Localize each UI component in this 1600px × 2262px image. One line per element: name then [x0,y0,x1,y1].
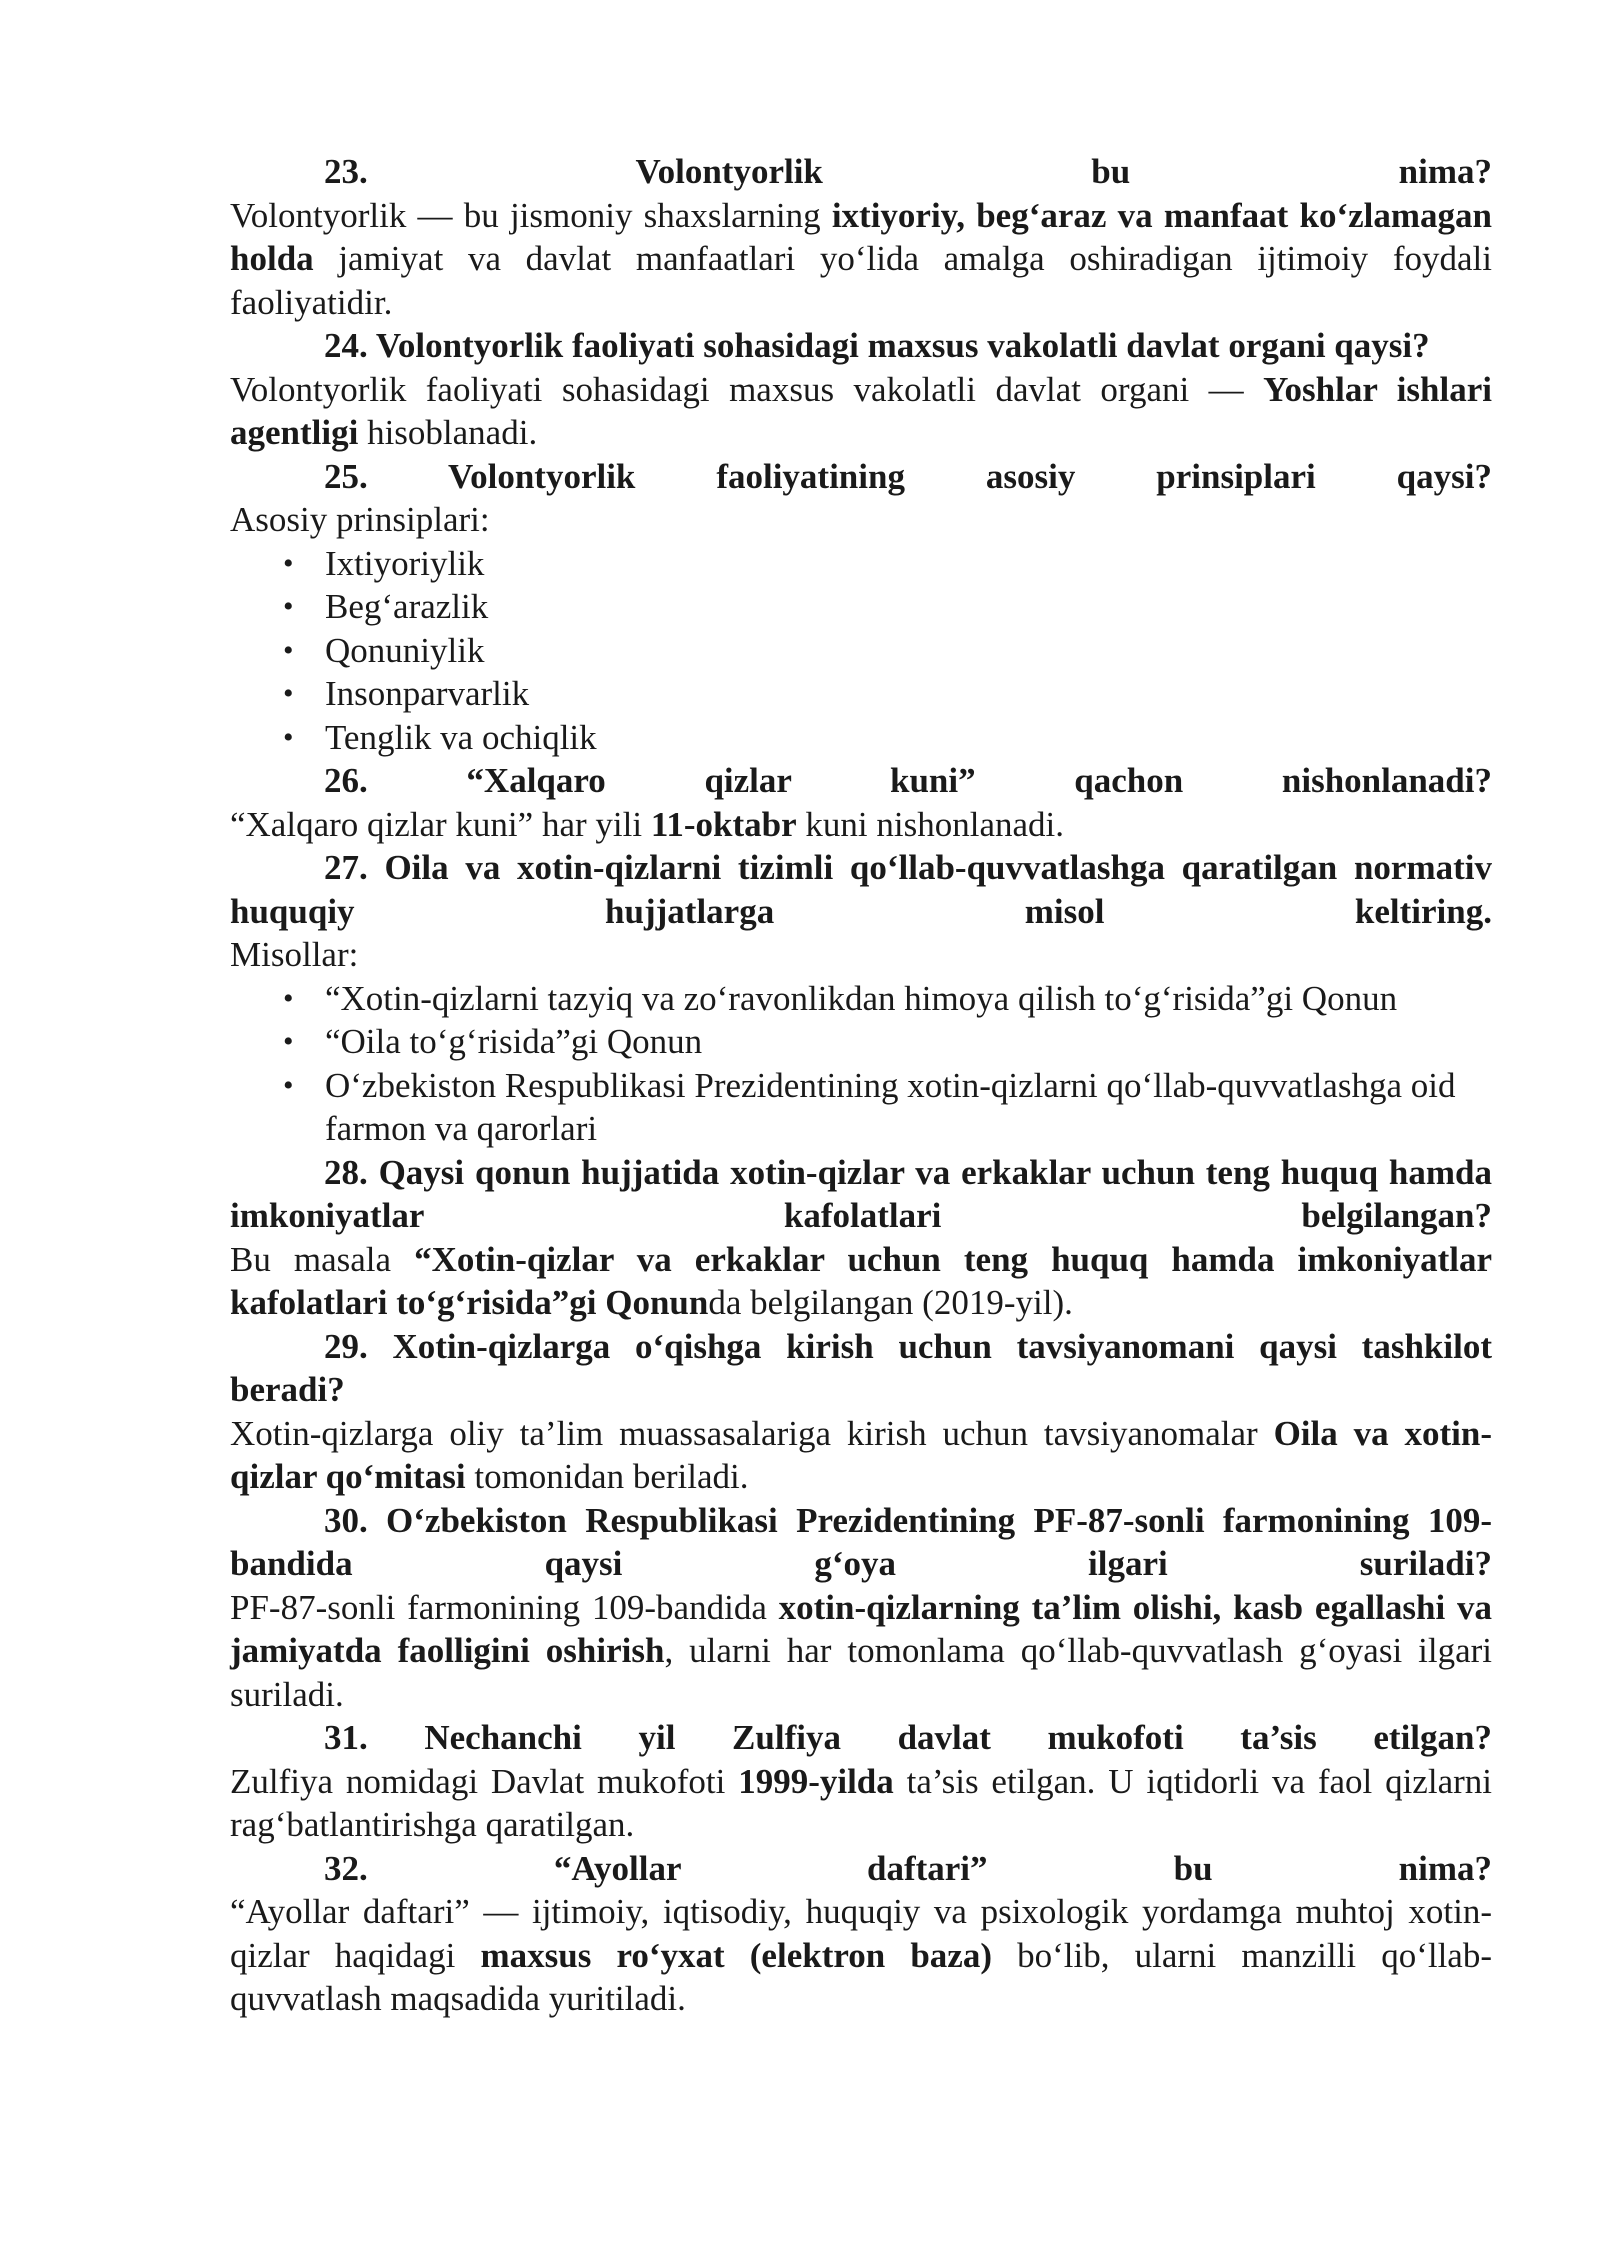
answer-29 [230,1412,1492,1499]
answer-26 [230,803,1492,847]
question-27: 27. Oila va xotin-qizlarni tizimli qo‘llab-quvvatlashga qaratilgan normativ huquqiy hujjatlarga misol keltiring. [230,848,1492,931]
question-24: 24. Volontyorlik faoliyati sohasidagi maxsus vakolatli davlat organi qaysi? [324,326,1430,365]
answer-26-text-1: “Xalqaro qizlar kuni” har yili [230,804,651,844]
answer-23-text-2: jamiyat va davlat manfaatlari yo‘lida amalga oshiradigan ijtimoiy foydali faoliyatidir. [230,239,1492,322]
answer-29-bold: Oila va xotin-qizlar qo‘mitasi [230,1413,1492,1496]
list-item: • Insonparvarlik [325,672,1492,716]
answer-24-text-1: Volontyorlik faoliyati sohasidagi maxsus vakolatli davlat organi — [230,369,1264,409]
principles-list [230,542,1492,760]
question-31: 31. Nechanchi yil Zulfiya davlat mukofoti ta’sis etilgan? [324,1718,1492,1757]
answer-31-text-2: ta’sis etilgan. U iqtidorli va faol qizlarni rag‘batlantirishga qaratilgan. [230,1761,1492,1844]
answer-25-intro: Asosiy prinsiplari: [230,500,490,539]
answer-30-bold: xotin-qizlarning ta’lim olishi, kasb egallashi va jamiyatda faolligini oshirish [230,1587,1493,1670]
answer-24-bold: Yoshlar ishlari agentligi [230,369,1493,452]
answer-29-text-2: tomonidan beriladi. [465,1457,749,1496]
question-32: 32. “Ayollar daftari” bu nima? [324,1848,1492,1888]
answer-26-text-2: kuni nishonlanadi. [796,804,1065,844]
question-29: 29. Xotin-qizlarga o‘qishga kirish uchun tavsiyanomani qaysi tashkilot beradi? [230,1326,1492,1409]
answer-28-text-1: Bu masala [230,1239,415,1279]
answer-32-text-2: bo‘lib, ularni manzilli qo‘llab-quvvatlash maqsadida yuritiladi. [230,1935,1492,2018]
answer-23-bold: ixtiyoriy, beg‘araz va manfaat ko‘zlamagan holda [230,195,1492,278]
question-30: 30. O‘zbekiston Respublikasi Prezidentining PF-87-sonli farmonining 109-bandida qaysi g‘oya ilgari suriladi? [230,1500,1492,1583]
answer-28-bold: “Xotin-qizlar va erkaklar uchun teng huquq hamda imkoniyatlar kafolatlari to‘g‘risida”gi Qonun [230,1239,1492,1322]
list-item: • “Xotin-qizlarni tazyiq va zo‘ravonlikdan himoya qilish to‘g‘risida”gi Qonun [325,977,1492,1021]
list-item: • Beg‘arazlik [325,585,1492,629]
answer-24 [230,368,1492,455]
list-item: • Qonuniylik [325,629,1492,673]
answer-30-text-1: PF-87-sonli farmonining 109-bandida [230,1587,779,1627]
answer-26-bold: 11-oktabr [650,804,797,844]
answer-32-bold: maxsus ro‘yxat (elektron baza) [480,1935,993,1975]
answer-32-text-1: “Ayollar daftari” — ijtimoiy, iqtisodiy, huquqiy va psixologik yordamga muhtoj xotin-qizlar haqidagi [230,1892,1492,1975]
answer-31-bold: 1999-yilda [738,1761,894,1801]
answer-30-text-2: , ularni har tomonlama qo‘llab-quvvatlash g‘oyasi ilgari suriladi. [230,1631,1492,1714]
answer-32 [230,1890,1492,2021]
question-28: 28. Qaysi qonun hujjatida xotin-qizlar va erkaklar uchun teng huquq hamda imkoniyatlar kafolatlari belgilangan? [230,1152,1492,1235]
answer-28 [230,1238,1492,1325]
list-item: • Ixtiyoriylik [325,542,1492,586]
list-item: • O‘zbekiston Respublikasi Prezidentining xotin-qizlarni qo‘llab-quvvatlashga oid farmon va qarorlari [325,1064,1492,1151]
answer-27-intro: Misollar: [230,935,359,974]
answer-31 [230,1760,1492,1847]
question-23: 23. Volontyorlik bu nima? [324,152,1492,191]
answer-29-text-1: Xotin-qizlarga oliy ta’lim muassasalariga kirish uchun tavsiyanomalar [230,1413,1274,1453]
answer-23 [230,194,1492,325]
answer-31-text-1: Zulfiya nomidagi Davlat mukofoti [230,1761,739,1801]
list-item: • Tenglik va ochiqlik [325,716,1492,760]
answer-28-text-2: da belgilangan (2019-yil). [708,1283,1073,1322]
answer-23-text-1: Volontyorlik — bu jismoniy shaxslarning [230,195,832,235]
answer-24-text-2: hisoblanadi. [358,413,538,452]
answer-30 [230,1586,1492,1717]
examples-list [230,977,1492,1151]
question-26: 26. “Xalqaro qizlar kuni” qachon nishonlanadi? [324,761,1492,800]
list-item: • “Oila to‘g‘risida”gi Qonun [325,1020,1492,1064]
question-25: 25. Volontyorlik faoliyatining asosiy prinsiplari qaysi? [324,456,1492,496]
